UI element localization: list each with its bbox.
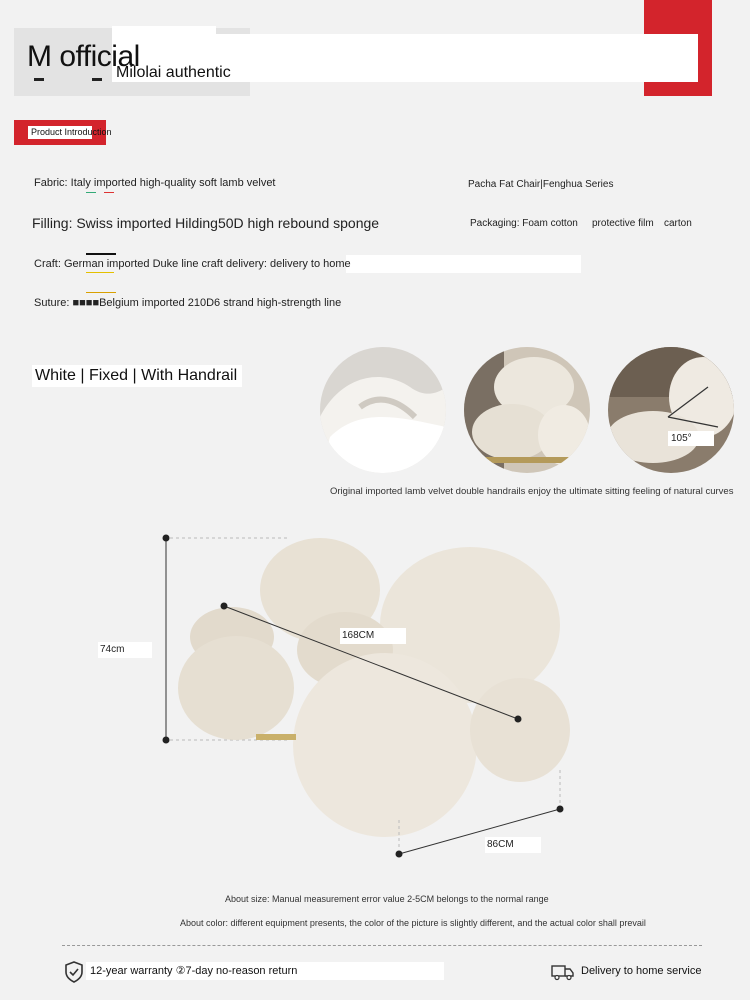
detail-image-handrail [464,347,590,473]
deco-line [104,192,114,193]
spec-series: Pacha Fat Chair|Fenghua Series [468,179,614,190]
detail-image-velvet [320,347,446,473]
footer-divider [62,945,702,946]
brand-subtitle: Milolai authentic [116,64,231,81]
color-note: About color: different equipment presents, the color of the picture is slightly different, and the actual color shall prevail [180,918,646,928]
spec-suture: Suture: ■■■■Belgium imported 210D6 strand high-strength line [34,297,342,309]
deco-line [86,272,114,273]
length-dimension-label: 168CM [340,628,406,644]
spec-craft: Craft: German imported Duke line craft delivery: delivery to home [34,258,351,270]
recline-angle-label: 105° [668,431,714,446]
height-dimension-label: 74cm [98,642,152,658]
intro-tag-label: Product Introduction [31,127,112,137]
shield-check-icon [64,961,84,988]
variant-title: White | Fixed | With Handrail [35,367,238,384]
deco-line [86,292,116,293]
detail-image-recline [608,347,734,473]
depth-dimension-label: 86CM [485,837,541,853]
spec-strip [346,255,581,273]
spec-packaging: Packaging: Foam cotton [470,218,578,229]
delivery-truck-icon [551,963,575,986]
spec-filling: Filling: Swiss imported Hilding50D high rebound sponge [32,215,380,231]
sofa-dimension-illustration [0,520,750,870]
size-note: About size: Manual measurement error value 2-5CM belongs to the normal range [225,894,549,904]
spec-packaging-carton: carton [664,218,692,229]
deco-line [86,253,116,255]
deco-line [86,192,96,193]
detail-caption: Original imported lamb velvet double handrails enjoy the ultimate sitting feeling of natural curves [330,486,734,497]
header-dash [92,78,102,81]
spec-fabric: Fabric: Italy imported high-quality soft lamb velvet [34,177,276,189]
brand-title: M official [27,40,140,73]
spec-packaging-film: protective film [592,218,654,229]
header-dash [34,78,44,81]
delivery-text: Delivery to home service [581,965,702,977]
warranty-text: 12-year warranty ②7-day no-reason return [90,965,298,977]
